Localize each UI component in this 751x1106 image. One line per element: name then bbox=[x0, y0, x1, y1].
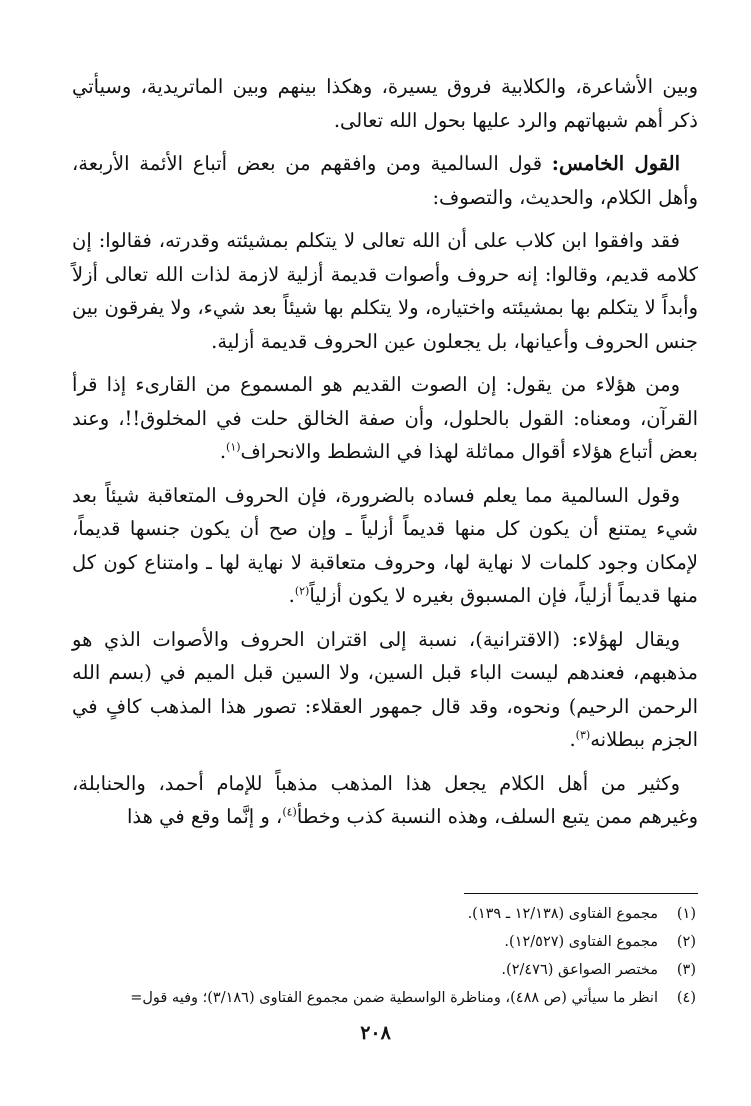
footnotes bbox=[70, 900, 696, 1012]
paragraph-3 bbox=[72, 224, 698, 358]
footnote-4-number: (٤) bbox=[676, 990, 696, 1006]
footnote-2-number: (٢) bbox=[676, 934, 696, 950]
paragraph-5-end: . bbox=[288, 584, 295, 607]
paragraph-2 bbox=[72, 147, 698, 214]
paragraph-6-text: ويقال لهؤلاء: (الاقترانية)، نسبة إلى اقتران الحروف والأصوات الذي هو مذهبهم، فعندهم ليست الباء قبل السين، ولا السين قبل الميم في (بسم الله الرحمن الرحيم) ونحوه، وقد قال جمهور العقلاء: تصور هذا المذهب كافٍ في الجزم ببطلانه bbox=[72, 627, 698, 751]
paragraph-5 bbox=[72, 479, 698, 613]
footnote-divider bbox=[464, 893, 698, 894]
footnote-1-text: مجموع الفتاوى (١٢/١٣٨ ـ ١٣٩). bbox=[467, 906, 658, 922]
paragraph-4-text: ومن هؤلاء من يقول: إن الصوت القديم هو المسموع من القارىء إذا قرأ القرآن، ومعناه: القول بالحلول، وأن صفة الخالق حلت في المخلوق!!، وعند بعض أتباع هؤلاء أقوال مماثلة لهذا في الشطط والانحراف bbox=[72, 373, 698, 463]
paragraph-6 bbox=[72, 623, 698, 757]
footnote-ref-2[interactable]: (٢) bbox=[294, 584, 310, 598]
paragraph-1-text: وبين الأشاعرة، والكلابية فروق يسيرة، وهكذا بينهم وبين الماتريدية، وسيأتي ذكر أهم شبهاتهم والرد عليها بحول الله تعالى. bbox=[72, 75, 698, 132]
footnote-1 bbox=[70, 900, 696, 928]
footnote-ref-1[interactable]: (١) bbox=[226, 440, 241, 454]
footnote-ref-3[interactable]: (٣) bbox=[575, 728, 591, 742]
footnote-4 bbox=[70, 984, 696, 1012]
paragraph-3-text: فقد وافقوا ابن كلاب على أن الله تعالى لا يتكلم بمشيئته وقدرته، فقالوا: إن كلامه قديم، وقالوا: إنه حروف وأصوات قديمة أزلية لازمة لذات الله تعالى أزلاً وأبداً لا يتكلم بها بمشيئته واختياره، ولا يتكلم بها شيئاً بعد شيء، ولا يفرقون بين جنس الحروف وأعيانها، بل يجعلون عين الحروف قديمة أزلية. bbox=[72, 229, 698, 353]
paragraph-7 bbox=[72, 767, 698, 834]
footnote-3-number: (٣) bbox=[676, 962, 696, 978]
paragraph-7-text: وكثير من أهل الكلام يجعل هذا المذهب مذهباً للإمام أحمد، والحنابلة، وغيرهم ممن يتبع السلف، وهذه النسبة كذب وخطأ bbox=[72, 771, 698, 828]
footnote-2-text: مجموع الفتاوى (١٢/٥٢٧). bbox=[504, 934, 658, 950]
paragraph-7-tail: ، و إنَّما وقع في هذا bbox=[126, 805, 283, 828]
footnote-2 bbox=[70, 928, 696, 956]
footnote-1-number: (١) bbox=[676, 906, 696, 922]
paragraph-1 bbox=[72, 70, 698, 137]
footnote-ref-4[interactable]: (٤) bbox=[282, 805, 297, 819]
paragraph-2-text: قول السالمية ومن وافقهم من بعض أتباع الأئمة الأربعة، وأهل الكلام، والحديث، والتصوف: bbox=[72, 152, 698, 209]
footnote-3-text: مختصر الصواعق (٢/٤٧٦). bbox=[501, 962, 658, 978]
paragraph-4-end: . bbox=[219, 440, 227, 463]
page-number: ٢٠٨ bbox=[360, 1022, 391, 1044]
footnote-3 bbox=[70, 956, 696, 984]
footnote-4-text: انظر ما سيأتي (ص ٤٨٨)، ومناظرة الواسطية ضمن مجموع الفتاوى (٣/١٨٦)؛ وفيه قول= bbox=[130, 990, 658, 1006]
paragraph-5-text: وقول السالمية مما يعلم فساده بالضرورة، فإن الحروف المتعاقبة شيئاً بعد شيء يمتنع أن يكون كل منها قديماً أزلياً ـ وإن صح أن يكون جنسها قديماً، لإمكان وجود كلمات لا نهاية لها، وحروف متعاقبة لا نهاية لها ـ وامتناع كون كل منها قديماً أزلياً، فإن المسبوق بغيره لا يكون أزلياً bbox=[72, 483, 698, 607]
main-text bbox=[72, 70, 698, 834]
paragraph-6-end: . bbox=[569, 728, 576, 751]
paragraph-4 bbox=[72, 368, 698, 469]
section-heading-fifth-opinion: القول الخامس: bbox=[551, 152, 680, 175]
